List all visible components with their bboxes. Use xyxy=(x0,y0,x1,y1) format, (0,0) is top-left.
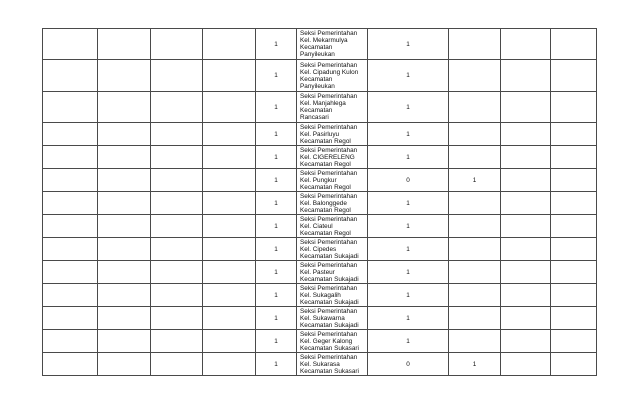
description-line: Kecamatan Regol xyxy=(300,160,351,168)
value-cell-a: 1 xyxy=(368,123,449,146)
row-number-cell: 1 xyxy=(256,284,297,307)
description-line: Kel. Sukarasa xyxy=(300,360,340,368)
value-cell-a: 1 xyxy=(368,92,449,123)
empty-cell xyxy=(43,238,98,261)
unit-description-cell xyxy=(297,330,368,353)
table-row xyxy=(43,92,597,123)
value-cell-a: 1 xyxy=(368,146,449,169)
empty-cell xyxy=(98,215,151,238)
value-cell-b xyxy=(449,307,501,330)
empty-cell xyxy=(43,192,98,215)
empty-cell xyxy=(501,307,551,330)
unit-description-cell xyxy=(297,353,368,376)
empty-cell xyxy=(501,146,551,169)
empty-cell xyxy=(551,238,597,261)
table-row xyxy=(43,29,597,60)
description-line: Seksi Pemerintahan xyxy=(300,169,358,177)
empty-cell xyxy=(151,146,203,169)
empty-cell xyxy=(203,169,256,192)
description-line: Kecamatan xyxy=(300,44,333,51)
row-number-cell: 1 xyxy=(256,169,297,192)
empty-cell xyxy=(43,330,98,353)
empty-cell xyxy=(501,169,551,192)
value-cell-a: 1 xyxy=(368,29,449,60)
empty-cell xyxy=(551,169,597,192)
unit-description-cell xyxy=(297,192,368,215)
unit-description-cell xyxy=(297,261,368,284)
description-line: Kecamatan Sukasari xyxy=(300,367,359,375)
row-number-cell: 1 xyxy=(256,215,297,238)
row-number-cell: 1 xyxy=(256,353,297,376)
empty-cell xyxy=(551,215,597,238)
value-cell-a: 1 xyxy=(368,284,449,307)
empty-cell xyxy=(151,261,203,284)
empty-cell xyxy=(151,353,203,376)
empty-cell xyxy=(501,330,551,353)
description-line: Panyileukan xyxy=(300,51,335,58)
empty-cell xyxy=(98,353,151,376)
value-cell-b xyxy=(449,92,501,123)
unit-description-cell xyxy=(297,307,368,330)
unit-description-cell xyxy=(297,169,368,192)
description-line: Kel. CIGERELENG xyxy=(300,153,355,161)
description-line: Kel. Pasteur xyxy=(300,268,335,276)
description-line: Kel. Cipedes xyxy=(300,245,337,253)
table-row xyxy=(43,307,597,330)
value-cell-b xyxy=(449,261,501,284)
empty-cell xyxy=(203,284,256,307)
description-line: Panyileukan xyxy=(300,82,335,90)
value-cell-b xyxy=(449,192,501,215)
value-cell-b xyxy=(449,123,501,146)
empty-cell xyxy=(501,261,551,284)
value-cell-a: 1 xyxy=(368,307,449,330)
empty-cell xyxy=(151,330,203,353)
description-line: Kel. Ciateul xyxy=(300,222,333,230)
value-cell-b xyxy=(449,215,501,238)
value-cell-b xyxy=(449,330,501,353)
description-line: Kel. Balonggede xyxy=(300,199,347,207)
empty-cell xyxy=(203,146,256,169)
empty-cell xyxy=(151,192,203,215)
empty-cell xyxy=(151,60,203,92)
value-cell-b xyxy=(449,284,501,307)
description-line: Seksi Pemerintahan xyxy=(300,353,358,361)
row-number-cell: 1 xyxy=(256,261,297,284)
value-cell-a: 0 xyxy=(368,353,449,376)
empty-cell xyxy=(43,29,98,60)
table-row xyxy=(43,215,597,238)
empty-cell xyxy=(551,192,597,215)
description-line: Seksi Pemerintahan xyxy=(300,238,358,246)
empty-cell xyxy=(151,29,203,60)
value-cell-b xyxy=(449,238,501,261)
empty-cell xyxy=(501,192,551,215)
unit-description-cell xyxy=(297,123,368,146)
description-line: Kecamatan Sukajadi xyxy=(300,275,359,283)
empty-cell xyxy=(551,146,597,169)
description-line: Kecamatan Sukajadi xyxy=(300,298,359,306)
description-line: Kecamatan xyxy=(300,75,333,83)
description-line: Kel. Mekarmulya xyxy=(300,37,348,44)
unit-description-cell xyxy=(297,29,368,60)
empty-cell xyxy=(501,215,551,238)
empty-cell xyxy=(98,92,151,123)
empty-cell xyxy=(43,284,98,307)
empty-cell xyxy=(551,307,597,330)
empty-cell xyxy=(98,29,151,60)
empty-cell xyxy=(203,192,256,215)
value-cell-b xyxy=(449,29,501,60)
row-number-cell: 1 xyxy=(256,192,297,215)
empty-cell xyxy=(151,215,203,238)
value-cell-a: 1 xyxy=(368,192,449,215)
empty-cell xyxy=(551,92,597,123)
description-line: Kecamatan Regol xyxy=(300,183,351,191)
description-line: Kecamatan Sukasari xyxy=(300,344,359,352)
description-line: Kel. Sukawarna xyxy=(300,314,345,322)
description-line: Kel. Sukagalih xyxy=(300,291,341,299)
empty-cell xyxy=(151,238,203,261)
description-line: Seksi Pemerintahan xyxy=(300,93,358,100)
empty-cell xyxy=(98,261,151,284)
description-line: Seksi Pemerintahan xyxy=(300,192,358,200)
empty-cell xyxy=(43,123,98,146)
empty-cell xyxy=(501,92,551,123)
value-cell-b: 1 xyxy=(449,169,501,192)
row-number-cell: 1 xyxy=(256,330,297,353)
value-cell-a: 1 xyxy=(368,60,449,92)
empty-cell xyxy=(203,215,256,238)
description-line: Seksi Pemerintahan xyxy=(300,330,358,338)
empty-cell xyxy=(203,123,256,146)
description-line: Seksi Pemerintahan xyxy=(300,307,358,315)
description-line: Seksi Pemerintahan xyxy=(300,123,358,131)
row-number-cell: 1 xyxy=(256,238,297,261)
table-row xyxy=(43,123,597,146)
empty-cell xyxy=(98,330,151,353)
description-line: Kecamatan Sukajadi xyxy=(300,252,359,260)
description-line: Kecamatan Regol xyxy=(300,206,351,214)
description-line: Seksi Pemerintahan xyxy=(300,61,358,69)
empty-cell xyxy=(151,169,203,192)
description-line: Kecamatan Sukajadi xyxy=(300,321,359,329)
table-row xyxy=(43,238,597,261)
description-line: Kecamatan Regol xyxy=(300,229,351,237)
description-line: Kel. Cipadung Kulon xyxy=(300,68,359,76)
empty-cell xyxy=(98,238,151,261)
empty-cell xyxy=(98,169,151,192)
table-row xyxy=(43,284,597,307)
value-cell-a: 1 xyxy=(368,215,449,238)
empty-cell xyxy=(501,284,551,307)
empty-cell xyxy=(551,284,597,307)
value-cell-b xyxy=(449,146,501,169)
empty-cell xyxy=(203,92,256,123)
empty-cell xyxy=(203,261,256,284)
table-row xyxy=(43,146,597,169)
table-body xyxy=(43,29,597,376)
empty-cell xyxy=(203,353,256,376)
empty-cell xyxy=(203,238,256,261)
description-line: Seksi Pemerintahan xyxy=(300,146,358,154)
empty-cell xyxy=(551,330,597,353)
description-line: Kel. Pungkur xyxy=(300,176,337,184)
value-cell-b: 1 xyxy=(449,353,501,376)
table-row xyxy=(43,60,597,92)
empty-cell xyxy=(203,29,256,60)
empty-cell xyxy=(43,307,98,330)
empty-cell xyxy=(151,284,203,307)
value-cell-a: 1 xyxy=(368,261,449,284)
empty-cell xyxy=(551,261,597,284)
empty-cell xyxy=(151,92,203,123)
table-row xyxy=(43,169,597,192)
empty-cell xyxy=(43,92,98,123)
value-cell-a: 1 xyxy=(368,238,449,261)
empty-cell xyxy=(43,261,98,284)
value-cell-b xyxy=(449,60,501,92)
empty-cell xyxy=(501,29,551,60)
description-line: Kel. Pasirluyu xyxy=(300,130,340,138)
description-line: Seksi Pemerintahan xyxy=(300,215,358,223)
description-line: Seksi Pemerintahan xyxy=(300,284,358,292)
empty-cell xyxy=(203,60,256,92)
value-cell-a: 1 xyxy=(368,330,449,353)
unit-description-cell xyxy=(297,284,368,307)
empty-cell xyxy=(98,146,151,169)
table-row xyxy=(43,261,597,284)
empty-cell xyxy=(151,123,203,146)
empty-cell xyxy=(551,29,597,60)
empty-cell xyxy=(203,307,256,330)
empty-cell xyxy=(43,215,98,238)
description-line: Seksi Pemerintahan xyxy=(300,30,358,37)
empty-cell xyxy=(501,238,551,261)
description-line: Kel. Manjahlega xyxy=(300,100,346,107)
unit-description-cell xyxy=(297,146,368,169)
data-table xyxy=(42,28,597,376)
table-row xyxy=(43,192,597,215)
description-line: Rancasari xyxy=(300,114,329,121)
empty-cell xyxy=(551,353,597,376)
unit-description-cell xyxy=(297,238,368,261)
empty-cell xyxy=(43,353,98,376)
row-number-cell: 1 xyxy=(256,29,297,60)
empty-cell xyxy=(43,146,98,169)
empty-cell xyxy=(501,60,551,92)
empty-cell xyxy=(551,60,597,92)
unit-description-cell xyxy=(297,92,368,123)
row-number-cell: 1 xyxy=(256,92,297,123)
empty-cell xyxy=(501,123,551,146)
empty-cell xyxy=(501,353,551,376)
empty-cell xyxy=(98,307,151,330)
empty-cell xyxy=(43,169,98,192)
empty-cell xyxy=(43,60,98,92)
description-line: Kecamatan Regol xyxy=(300,137,351,145)
empty-cell xyxy=(98,192,151,215)
table-row xyxy=(43,330,597,353)
value-cell-a: 0 xyxy=(368,169,449,192)
empty-cell xyxy=(551,123,597,146)
empty-cell xyxy=(151,307,203,330)
unit-description-cell xyxy=(297,215,368,238)
description-line: Kel. Geger Kalong xyxy=(300,337,353,345)
description-line: Kecamatan xyxy=(300,107,333,114)
empty-cell xyxy=(98,123,151,146)
description-line: Seksi Pemerintahan xyxy=(300,261,358,269)
unit-description-cell xyxy=(297,60,368,92)
empty-cell xyxy=(98,60,151,92)
row-number-cell: 1 xyxy=(256,307,297,330)
row-number-cell: 1 xyxy=(256,146,297,169)
table-row xyxy=(43,353,597,376)
row-number-cell: 1 xyxy=(256,60,297,92)
row-number-cell: 1 xyxy=(256,123,297,146)
empty-cell xyxy=(203,330,256,353)
empty-cell xyxy=(98,284,151,307)
